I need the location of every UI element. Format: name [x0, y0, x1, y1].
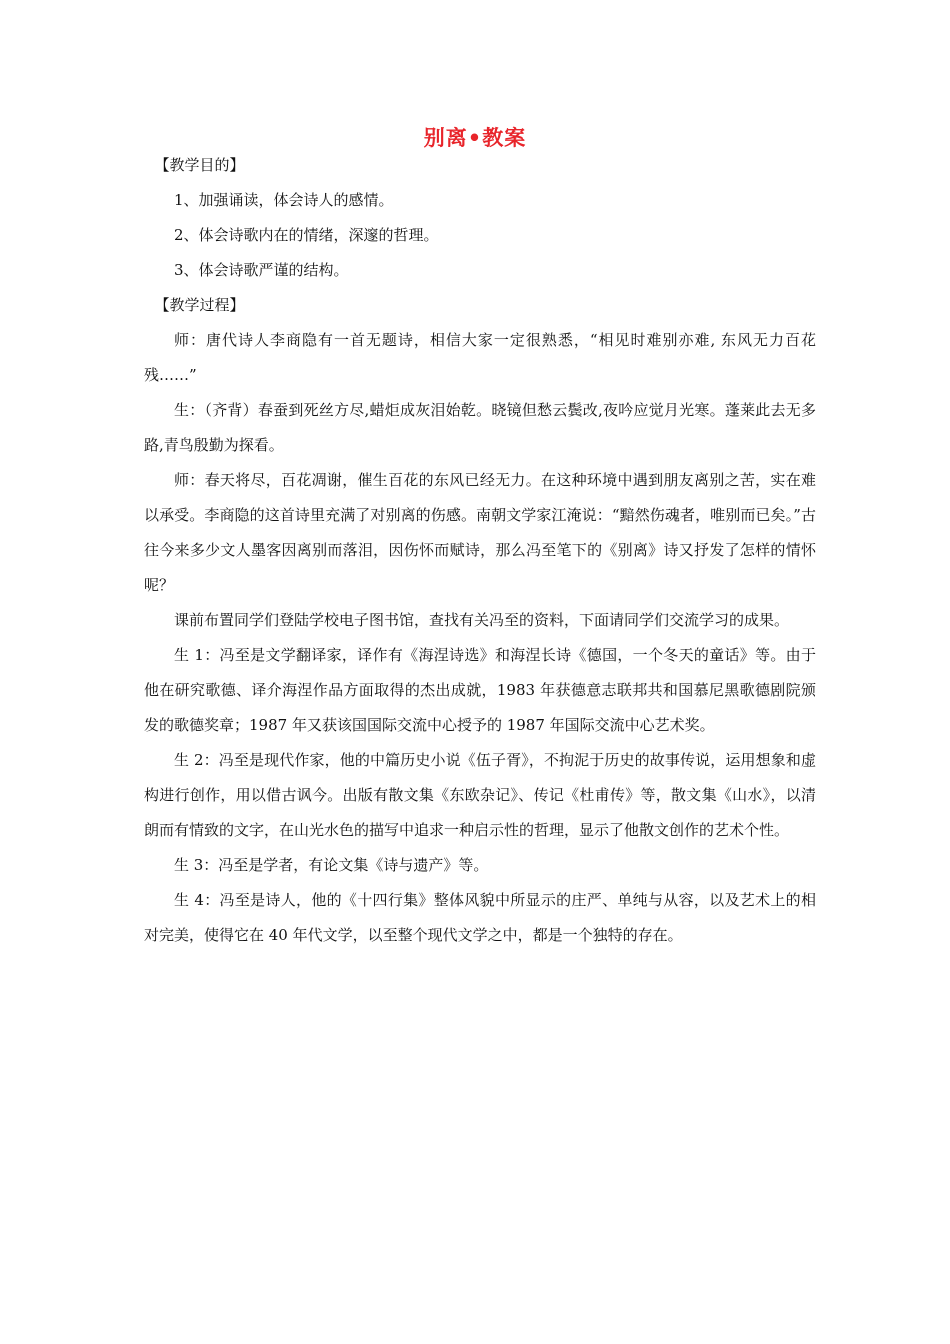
document-body	[144, 148, 816, 953]
section-heading-objectives: 【教学目的】	[154, 156, 245, 174]
process-paragraph: 生 3：冯至是学者，有论文集《诗与遗产》等。	[174, 856, 489, 874]
process-paragraph: 生：（齐背）春蚕到死丝方尽,蜡炬成灰泪始乾。晓镜但愁云鬓改,夜吟应觉月光寒。蓬莱此去无多路,青鸟殷勤为探看。	[144, 401, 816, 454]
process-paragraph: 师：春天将尽，百花凋谢，催生百花的东风已经无力。在这种环境中遇到朋友离别之苦，实在难以承受。李商隐的这首诗里充满了对别离的伤感。南朝文学家江淹说：“黯然伤魂者，唯别而已矣。”古往今来多少文人墨客因离别而落泪，因伤怀而赋诗，那么冯至笔下的《别离》诗又抒发了怎样的情怀呢？	[144, 471, 816, 594]
section-heading-process: 【教学过程】	[154, 296, 245, 314]
document-title: 别离•教案	[423, 126, 527, 150]
process-paragraph: 生 2：冯至是现代作家，他的中篇历史小说《伍子胥》，不拘泥于历史的故事传说，运用想象和虚构进行创作，用以借古讽今。出版有散文集《东欧杂记》、传记《杜甫传》等，散文集《山水》，以清朗而有情致的文字，在山光水色的描写中追求一种启示性的哲理，显示了他散文创作的艺术个性。	[144, 751, 816, 839]
process-paragraph: 师：唐代诗人李商隐有一首无题诗，相信大家一定很熟悉，“相见时难别亦难, 东风无力百花残……”	[144, 331, 816, 384]
objective-item: 3、体会诗歌严谨的结构。	[174, 261, 349, 279]
process-paragraph: 生 1：冯至是文学翻译家，译作有《海涅诗选》和海涅长诗《德国，一个冬天的童话》等。由于他在研究歌德、译介海涅作品方面取得的杰出成就，1983 年获德意志联邦共和国慕尼黑歌德剧院颁发的歌德奖章；1987 年又获该国国际交流中心授予的 1987 年国际交流中心艺术奖。	[144, 646, 816, 734]
process-paragraph: 生 4：冯至是诗人，他的《十四行集》整体风貌中所显示的庄严、单纯与从容，以及艺术上的相对完美，使得它在 40 年代文学，以至整个现代文学之中，都是一个独特的存在。	[144, 891, 816, 944]
objective-item: 2、体会诗歌内在的情绪，深邃的哲理。	[174, 226, 439, 244]
process-paragraph: 课前布置同学们登陆学校电子图书馆，查找有关冯至的资料，下面请同学们交流学习的成果。	[174, 611, 790, 629]
objective-item: 1、加强诵读，体会诗人的感情。	[174, 191, 394, 209]
